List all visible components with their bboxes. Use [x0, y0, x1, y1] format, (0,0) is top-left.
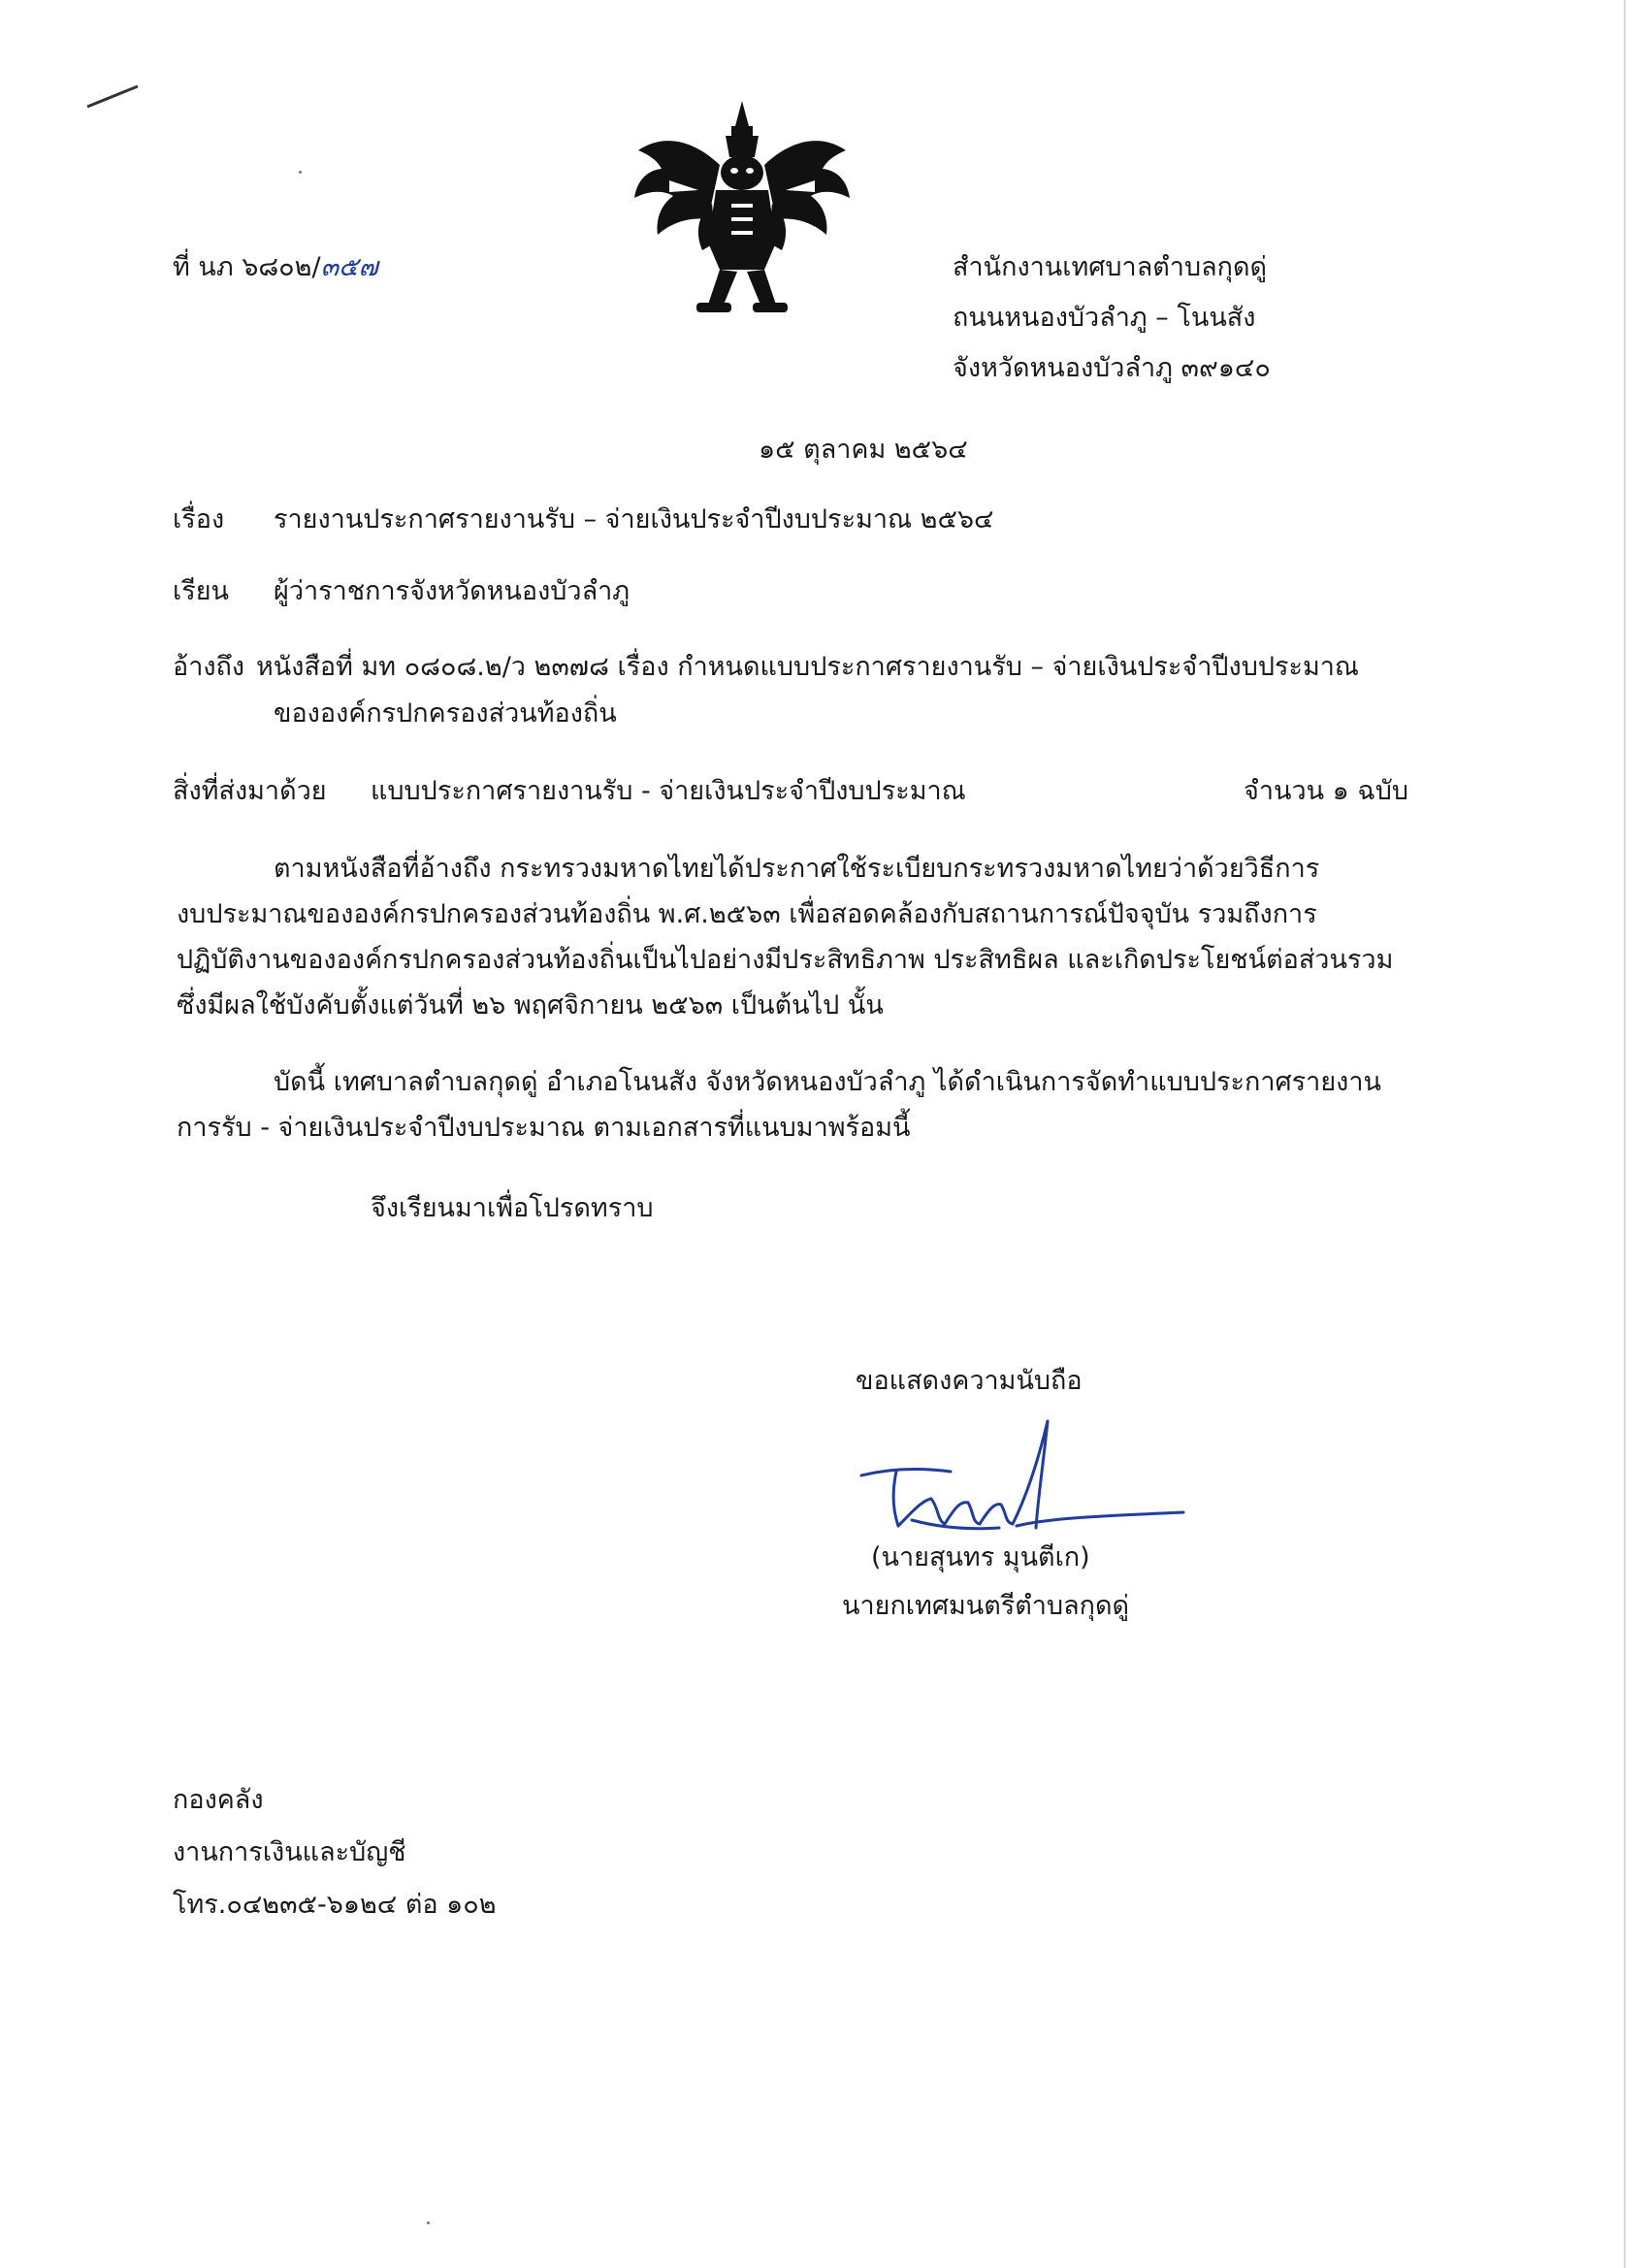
body-line: บัดนี้ เทศบาลตำบลกุดดู่ อำเภอโนนสัง จังหวัดหนองบัวลำภู ได้ดำเนินการจัดทำแบบประกาศรายงาน	[274, 1067, 1381, 1097]
scan-speck	[299, 171, 302, 174]
body-paragraph-1	[177, 846, 1438, 1028]
department-phone: โทร.๐๔๒๓๕-๖๑๒๔ ต่อ ๑๐๒	[173, 1890, 497, 1920]
closing-line: จึงเรียนมาเพื่อโปรดทราบ	[371, 1193, 654, 1223]
signer-title: นายกเทศมนตรีตำบลกุดดู่	[842, 1591, 1130, 1621]
scan-pen-mark	[86, 85, 138, 109]
body-line: ซึ่งมีผลใช้บังคับตั้งแต่วันที่ ๒๖ พฤศจิกายน ๒๕๖๓ เป็นต้นไป นั้น	[177, 990, 884, 1021]
subject-label: เรื่อง	[173, 504, 225, 535]
letter-date: ๑๕ ตุลาคม ๒๕๖๔	[759, 435, 968, 465]
body-line: งบประมาณขององค์กรปกครองส่วนท้องถิ่น พ.ศ.๒๕๖๓ เพื่อสอดคล้องกับสถานการณ์ปัจจุบัน รวมถึงการ	[177, 899, 1317, 929]
body-paragraph-2	[177, 1059, 1438, 1150]
office-name: สำนักงานเทศบาลตำบลกุดดู่	[953, 252, 1268, 282]
signer-name: (นายสุนทร มุนตีเก)	[871, 1542, 1090, 1572]
enclosure-count: จำนวน ๑ ฉบับ	[1244, 776, 1409, 806]
regards-text: ขอแสดงความนับถือ	[856, 1366, 1083, 1396]
addressee-label: เรียน	[173, 576, 230, 606]
office-street: ถนนหนองบัวลำภู – โนนสัง	[953, 303, 1256, 333]
document-number-handwritten: ๓๕๗	[320, 252, 378, 282]
reference-line-2: ขององค์กรปกครองส่วนท้องถิ่น	[274, 698, 617, 729]
scan-edge-line	[1624, 0, 1626, 2268]
subject-text: รายงานประกาศรายงานรับ – จ่ายเงินประจำปีงบประมาณ ๒๕๖๔	[274, 504, 994, 535]
office-province: จังหวัดหนองบัวลำภู ๓๙๑๔๐	[953, 353, 1271, 383]
scan-speck	[427, 2221, 430, 2224]
document-number-label: ที่ นภ ๖๘๐๒/	[173, 252, 321, 282]
department-section: งานการเงินและบัญชี	[173, 1837, 406, 1867]
body-line: ปฏิบัติงานขององค์กรปกครองส่วนท้องถิ่นเป็นไปอย่างมีประสิทธิภาพ ประสิทธิผล และเกิดประโยชน์ต่อส่วนรวม	[177, 945, 1394, 975]
reference-label: อ้างถึง	[173, 652, 245, 682]
department-name: กองคลัง	[173, 1785, 264, 1815]
addressee-text: ผู้ว่าราชการจังหวัดหนองบัวลำภู	[274, 576, 630, 606]
document-number	[173, 248, 378, 287]
body-line: ตามหนังสือที่อ้างถึง กระทรวงมหาดไทยได้ประกาศใช้ระเบียบกระทรวงมหาดไทยว่าด้วยวิธีการ	[274, 854, 1320, 884]
body-line: การรับ - จ่ายเงินประจำปีงบประมาณ ตามเอกสารที่แนบมาพร้อมนี้	[177, 1113, 911, 1143]
garuda-emblem-icon	[630, 97, 854, 330]
enclosure-label: สิ่งที่ส่งมาด้วย	[173, 776, 327, 806]
reference-line-1: หนังสือที่ มท ๐๘๐๘.๒/ว ๒๓๗๘ เรื่อง กำหนดแบบประกาศรายงานรับ – จ่ายเงินประจำปีงบประมาณ	[256, 652, 1359, 682]
enclosure-text: แบบประกาศรายงานรับ - จ่ายเงินประจำปีงบประมาณ	[371, 776, 966, 806]
